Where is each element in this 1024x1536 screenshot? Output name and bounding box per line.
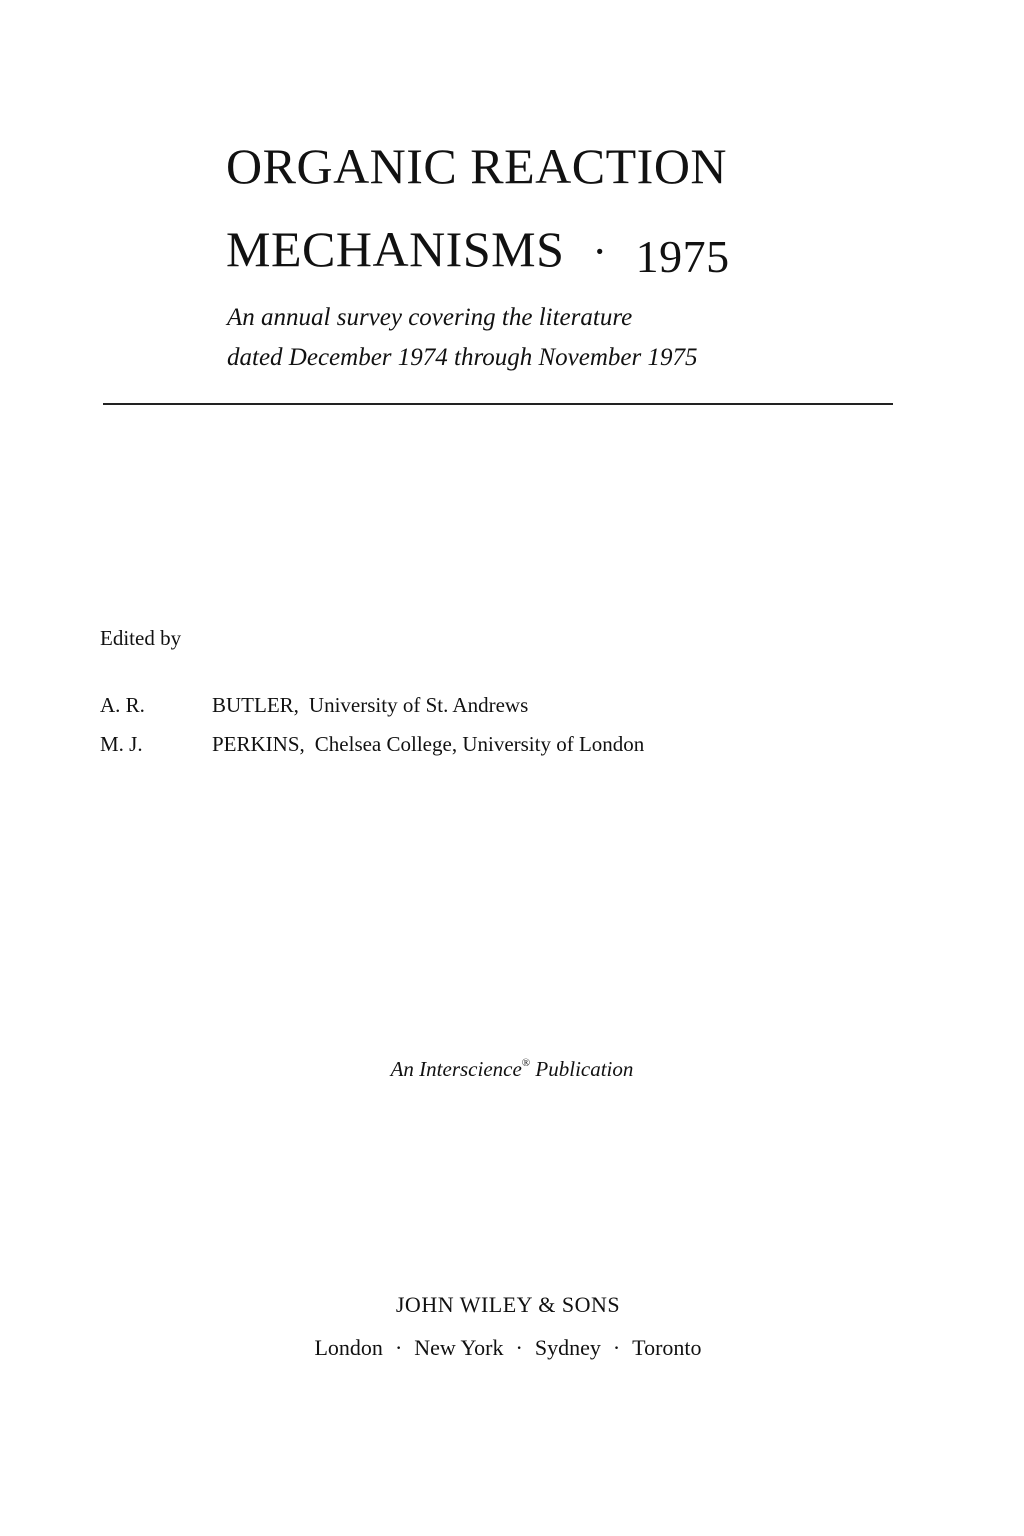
city: Toronto (632, 1335, 702, 1360)
editor-entry (100, 695, 528, 716)
city: Sydney (534, 1335, 601, 1360)
horizontal-rule (103, 403, 893, 405)
imprint-text: An Interscience (390, 1057, 522, 1081)
subtitle-line-1: An annual survey covering the literature (227, 304, 633, 331)
city: New York (414, 1335, 504, 1360)
title-separator-dot: · (592, 227, 608, 276)
registered-mark-icon: ® (521, 1057, 531, 1069)
editor-initials: A. R. (100, 693, 145, 717)
editor-entry (100, 734, 644, 755)
editor-initials: M. J. (100, 732, 143, 756)
editor-affiliation: Chelsea College, University of London (314, 732, 645, 756)
book-title-line-1: ORGANIC REACTION (226, 138, 728, 194)
publisher-cities (0, 1335, 1016, 1361)
imprint-line (0, 1057, 1024, 1082)
city: London (314, 1335, 383, 1360)
city-separator-dot: · (515, 1335, 523, 1360)
editor-surname: BUTLER, (212, 693, 299, 717)
book-title-mechanisms: MECHANISMS (226, 221, 565, 277)
edited-by-label: Edited by (100, 626, 182, 650)
editor-affiliation: University of St. Andrews (308, 693, 529, 717)
subtitle-line-2: dated December 1974 through November 1975 (227, 344, 698, 371)
book-year: 1975 (635, 231, 730, 282)
city-separator-dot: · (612, 1335, 621, 1360)
city-separator-dot: · (394, 1335, 403, 1360)
imprint-text-after: Publication (535, 1057, 634, 1081)
editor-surname: PERKINS, (212, 732, 305, 756)
book-title-line-2 (226, 221, 730, 282)
publisher-name: JOHN WILEY & SONS (395, 1292, 621, 1317)
